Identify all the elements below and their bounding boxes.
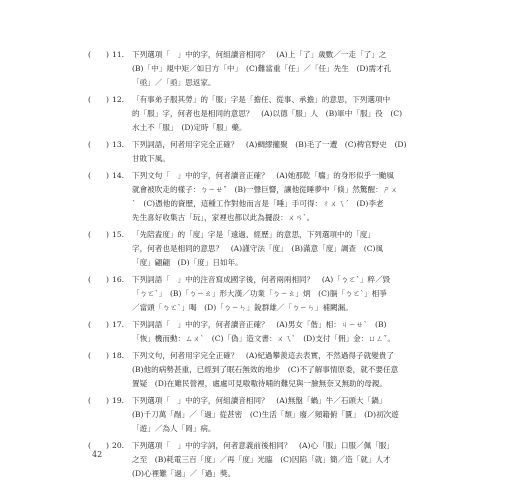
question-text: (B)千刀萬「剮」／「過」從甚密 (C)生活「頹」廢／頻籍俯「匱」 (D)初次遊 (132, 410, 399, 419)
question-continuation-line (88, 301, 488, 315)
answer-blank[interactable]: ( ) (88, 351, 109, 360)
question-text: 下列選項「 」中的字詞，何者意義前後相同？ (A)心「服」口服／佩「服」 (132, 441, 394, 450)
question-text: 下列詞語「 」中的字，何者讀音正確？ (A)男女「偕」相：ㄐㄧㄝˋ (B) (132, 320, 387, 329)
question-text: 就會被吹走的樣子：ㄅㄧㄝˇ (B)一聲巨響，讓他從睡夢中「倏」然驚醒：ㄕㄨ (132, 185, 398, 194)
question-text: 「先陪盍度」的「度」字是「遠過、經歷」的意思，下列選項中的「度」 (132, 230, 375, 239)
question-continuation-line (88, 197, 488, 211)
question-text: 下列文句「 」中的字，何者讀音正確？ (A)她那乾「癟」的身形似乎一颱風 (132, 171, 394, 180)
question-text: 的「服」字，何者也是相同的意思？ (A)以德「服」人 (B)軍中「服」役 (C) (132, 109, 403, 118)
question-number: 15. (112, 230, 125, 239)
question-continuation-line (88, 408, 488, 422)
question-text: 「度」翩翩 (D)「度」日如年。 (132, 258, 243, 267)
question-continuation-line (88, 242, 488, 256)
question-item (88, 439, 488, 481)
question-item (88, 93, 488, 135)
answer-blank[interactable]: ( ) (88, 95, 109, 104)
question-text: 置疑 (D)在雖民營裡，處處可見嗷嗷待哺的難兒與一臉無奈又無助的母親。 (132, 379, 388, 388)
question-text: 「恢」機而動：ㄙㄨˋ (C)「偽」造文書：ㄨㄟˋ (D)支付「佣」金：ㄩㄥˇ。 (132, 334, 395, 343)
question-number: 16. (112, 275, 125, 284)
question-text: 先生喜好收集古「玩」，家裡也都以此為擺設：ㄨㄢˋ。 (132, 213, 315, 222)
question-text: 下列詞語「 」中的注音寫成國字後，何者兩兩相同？ (A)「ㄅㄛˋ」粹／毀 (132, 275, 391, 284)
question-text: 「遊」／為人「岡」病。 (132, 424, 216, 433)
question-first-line (88, 394, 488, 408)
answer-blank[interactable]: ( ) (88, 140, 109, 149)
question-continuation-line (88, 363, 488, 377)
question-item (88, 48, 488, 90)
question-continuation-line (88, 107, 488, 121)
question-first-line (88, 318, 488, 332)
question-continuation-line (88, 76, 488, 90)
question-text: 水土不「服」 (D)定時「服」藥。 (132, 123, 247, 132)
question-continuation-line (88, 62, 488, 76)
question-text: 「有事弟子服其勞」的「服」字是「擔任、從事、承擔」的意思，下列選項中 (132, 95, 391, 104)
question-first-line (88, 93, 488, 107)
question-number: 17. (112, 320, 125, 329)
question-first-line (88, 228, 488, 242)
question-continuation-line (88, 211, 488, 225)
question-text: 下列詞語，何者用字完全正確？ (A)綢繆攏聚 (B)毛了一遭 (C)稗官野史 (D) (132, 140, 407, 149)
question-text: (B)「中」規中矩／如日方「中」 (C)難當重「任」／「任」先生 (D)需才孔 (132, 64, 392, 73)
question-number: 12. (112, 95, 125, 104)
question-text: 字，何者也是相同的意思？ (A)謹守法「度」 (B)滿意「度」調查 (C)風 (132, 244, 384, 253)
answer-blank[interactable]: ( ) (88, 171, 109, 180)
question-first-line (88, 349, 488, 363)
question-first-line (88, 273, 488, 287)
page-number: 42 (92, 450, 103, 459)
question-first-line (88, 439, 488, 453)
question-continuation-line (88, 287, 488, 301)
question-continuation-line (88, 332, 488, 346)
answer-blank[interactable]: ( ) (88, 275, 109, 284)
question-text: 下列文句，何者用字完全正確？ (A)紀過攀羨這去表實，不然過得子就變貴了 (132, 351, 394, 360)
question-text: ˋ (C)憑他的資歷，這種工作對他而言是「唾」手可得：ㄔㄨㄟˊ (D)李老 (132, 199, 384, 208)
question-continuation-line (88, 377, 488, 391)
question-number: 14. (112, 171, 125, 180)
question-text: 下列選項「 」中的字，何組讀音相同？ (A)上「了」歲數／一走「了」之 (132, 50, 387, 59)
question-continuation-line (88, 467, 488, 481)
question-text: 「ㄅㄛˋ」 (B)「ㄅㄧㄠ」形大漢／功業「ㄅㄧㄠ」炳 (C)膈「ㄅㄛˋ」相爭 (132, 289, 387, 298)
question-first-line (88, 138, 488, 152)
question-item (88, 228, 488, 270)
answer-blank[interactable]: ( ) (88, 320, 109, 329)
question-continuation-line (88, 422, 488, 436)
question-text: 甘敗下風。 (132, 154, 170, 163)
question-item (88, 349, 488, 391)
question-text: (B)他的病勢甚重，已經到了眠石無效的地步 (C)不了解事情原委，就不要任意 (132, 365, 399, 374)
question-number: 19. (112, 396, 125, 405)
question-item (88, 273, 488, 315)
question-continuation-line (88, 453, 488, 467)
question-continuation-line (88, 121, 488, 135)
question-text: ／當頭「ㄅㄛˋ」喝 (D)「ㄅㄧㄣ」銳群雄／「ㄅㄧㄣ」補闕漏。 (132, 303, 353, 312)
question-text: 之至 (B)耗電三百「度」／再「度」光臨 (C)因陷「就」簡／造「就」人才 (132, 455, 391, 464)
question-continuation-line (88, 256, 488, 270)
question-item (88, 138, 488, 166)
question-text: 「亟」／「亟」思返家。 (132, 78, 216, 87)
question-number: 11. (112, 50, 125, 59)
answer-blank[interactable]: ( ) (88, 230, 109, 239)
question-item (88, 394, 488, 436)
question-number: 20. (112, 441, 125, 450)
question-first-line (88, 48, 488, 62)
question-item (88, 169, 488, 225)
question-first-line (88, 169, 488, 183)
question-number: 18. (112, 351, 125, 360)
question-text: 下列選項「 」中的字，何組讀音相同？ (A)無盤「蝸」牛／石頭大「鍋」 (132, 396, 387, 405)
question-number: 13. (112, 140, 125, 149)
question-continuation-line (88, 152, 488, 166)
answer-blank[interactable]: ( ) (88, 50, 109, 59)
question-text: (D)心裡難「過」／「過」獎。 (132, 469, 236, 478)
answer-blank[interactable]: ( ) (88, 441, 109, 450)
answer-blank[interactable]: ( ) (88, 396, 109, 405)
question-continuation-line (88, 183, 488, 197)
question-item (88, 318, 488, 346)
